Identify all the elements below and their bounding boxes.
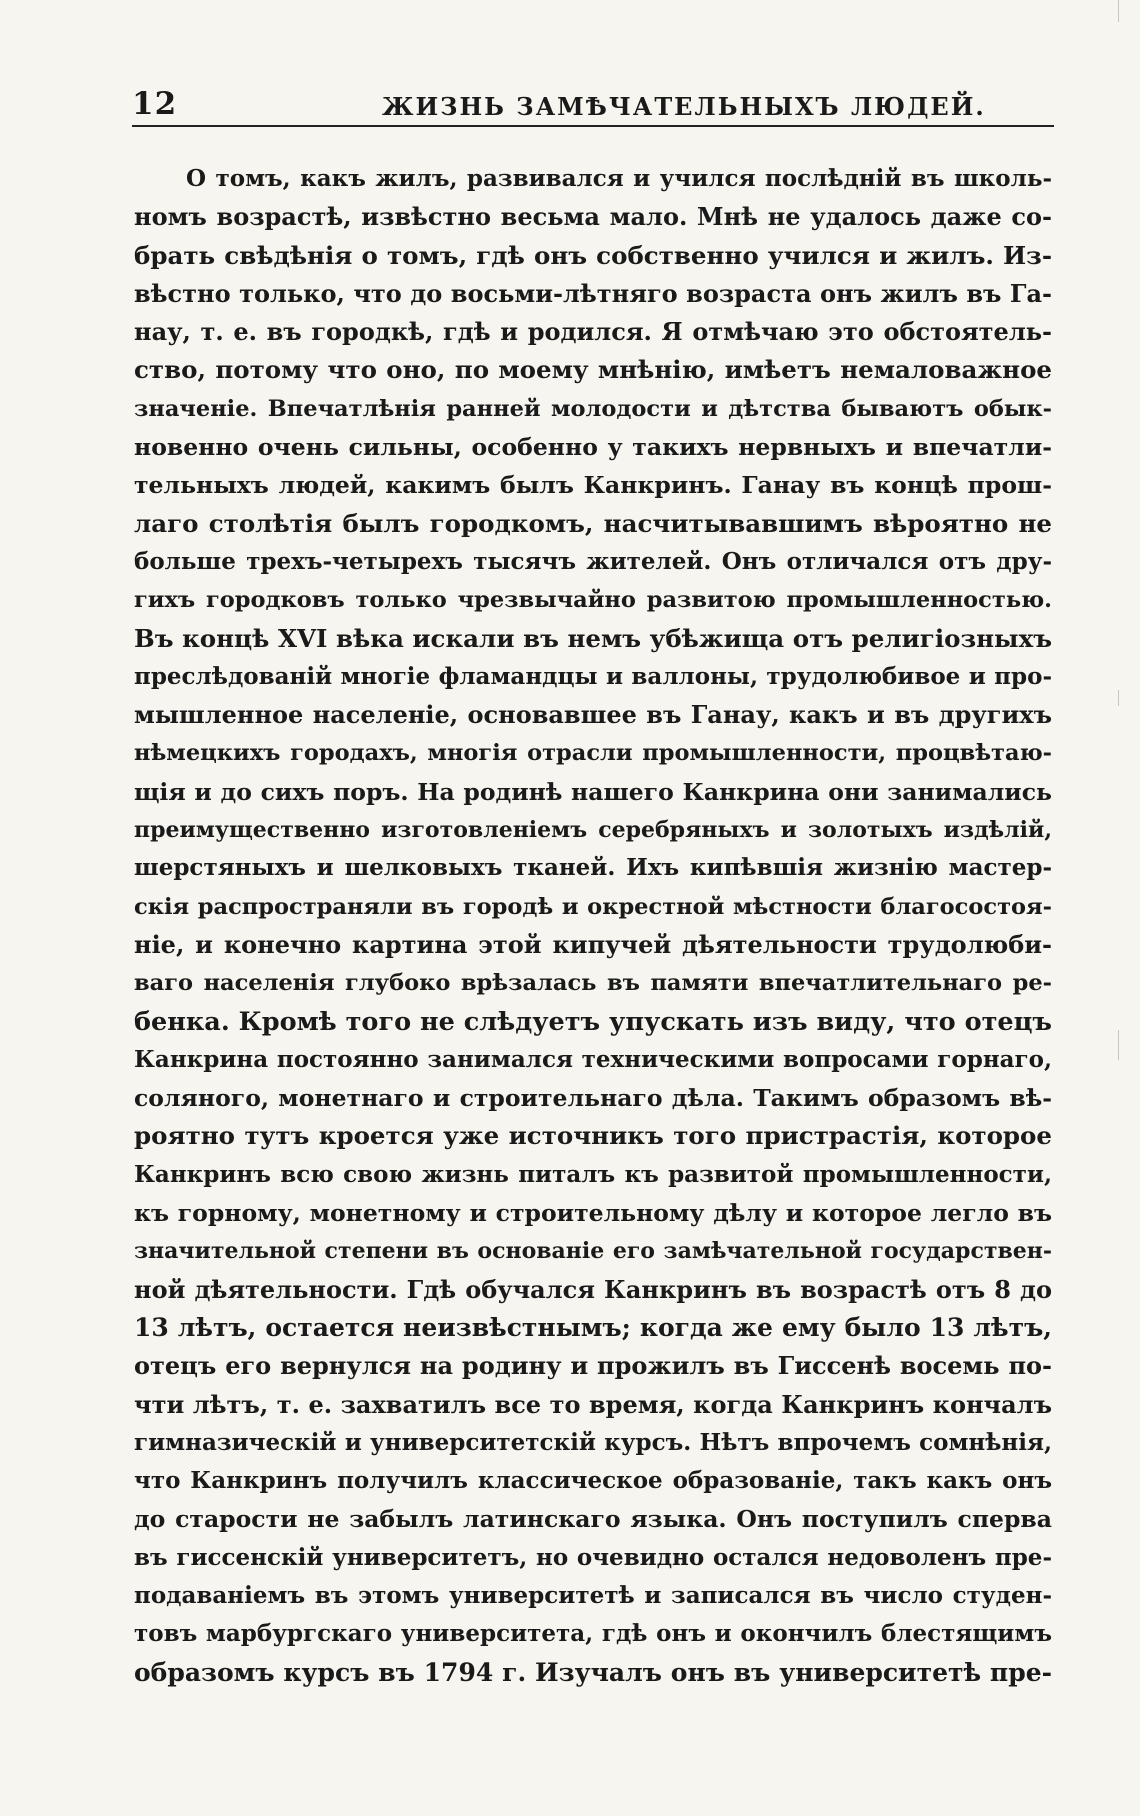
text-line: ной дѣятельности. Гдѣ обучался Канкринъ въ возрастѣ отъ 8 до (134, 1274, 1052, 1304)
text-line: образомъ курсъ въ 1794 г. Изучалъ онъ въ университетѣ пре- (134, 1657, 1052, 1687)
text-line: въ гиссенскій университетъ, но очевидно остался недоволенъ пре- (134, 1543, 1052, 1571)
scan-edge-mark (1118, 0, 1119, 22)
text-line: О томъ, какъ жилъ, развивался и учился послѣдній въ школь- (186, 165, 1052, 192)
text-line: отецъ его вернулся на родину и прожилъ въ Гиссенѣ восемь по- (134, 1351, 1052, 1381)
text-line: гимназическій и университетскій курсъ. Нѣтъ впрочемъ сомнѣнія, (134, 1428, 1052, 1456)
text-line: щія и до сихъ поръ. На родинѣ нашего Канкрина они занимались (134, 777, 1052, 806)
text-line: нау, т. е. въ городкѣ, гдѣ и родился. Я отмѣчаю это обстоятель- (134, 317, 1052, 347)
text-line: чти лѣтъ, т. е. захватилъ все то время, когда Канкринъ кончалъ (134, 1389, 1052, 1419)
text-line: ваго населенія глубоко врѣзалась въ памяти впечатлительнаго ре- (134, 970, 1052, 997)
text-line: номъ возрастѣ, извѣстно весьма мало. Мнѣ не удалось даже со- (134, 202, 1052, 232)
text-line: значительной степени въ основаніе его замѣчательной государствен- (134, 1238, 1052, 1265)
page-number: 12 (132, 86, 178, 122)
scan-edge-mark (1118, 690, 1119, 706)
text-line: лаго столѣтія былъ городкомъ, насчитывавшимъ вѣроятно не (134, 508, 1052, 538)
text-line: гихъ городковъ только чрезвычайно развитою промышленностью. (134, 587, 1052, 614)
text-line: новенно очень сильны, особенно у такихъ нервныхъ и впечатли- (134, 433, 1052, 462)
header-rule (132, 125, 1054, 127)
text-line: скія распространяли въ городѣ и окрестной мѣстности благосостоя- (134, 893, 1052, 920)
text-line: больше трехъ-четырехъ тысячъ жителей. Онъ отличался отъ дру- (134, 547, 1052, 575)
text-line: до старости не забылъ латинскаго языка. Онъ поступилъ сперва (134, 1505, 1052, 1534)
text-line: Канкринъ всю свою жизнь питалъ къ развитой промышленности, (134, 1160, 1052, 1188)
text-line: товъ марбургскаго университета, гдѣ онъ и окончилъ блестящимъ (134, 1620, 1052, 1648)
text-line: ство, потому что оно, по моему мнѣнію, имѣетъ немаловажное (134, 355, 1052, 385)
text-line: вѣстно только, что до восьми-лѣтняго возраста онъ жилъ въ Га- (134, 278, 1052, 308)
text-line: брать свѣдѣнія о томъ, гдѣ онъ собственно учился и жилъ. Из- (134, 240, 1052, 270)
text-line: соляного, монетнаго и строительнаго дѣла. Такимъ образомъ вѣ- (134, 1084, 1052, 1113)
running-title: ЖИЗНЬ ЗАМѢЧАТЕЛЬНЫХЪ ЛЮДЕЙ. (382, 92, 986, 121)
body-text (134, 160, 1052, 1692)
text-line: ніе, и конечно картина этой кипучей дѣятельности трудолюби- (134, 929, 1052, 959)
text-line: бенка. Кромѣ того не слѣдуетъ упускать изъ виду, что отецъ (134, 1006, 1052, 1037)
text-line: 13 лѣтъ, остается неизвѣстнымъ; когда же ему было 13 лѣтъ, (134, 1312, 1052, 1342)
text-line: преимущественно изготовленіемъ серебряныхъ и золотыхъ издѣлій, (134, 817, 1052, 844)
text-line: роятно тутъ кроется уже источникъ того пристрастія, которое (134, 1121, 1052, 1151)
running-head (132, 86, 1052, 126)
text-line: къ горному, монетному и строительному дѣлу и которое легло въ (134, 1199, 1052, 1228)
text-line: шерстяныхъ и шелковыхъ тканей. Ихъ кипѣвшія жизнію мастер- (134, 854, 1052, 882)
text-line: Въ концѣ XVI вѣка искали въ немъ убѣжища отъ религіозныхъ (134, 623, 1052, 653)
text-line: что Канкринъ получилъ классическое образованіе, такъ какъ онъ (134, 1467, 1052, 1495)
text-line: подаваніемъ въ этомъ университетѣ и записался въ число студен- (134, 1581, 1052, 1609)
scan-edge-mark (1118, 1030, 1119, 1060)
text-line: Канкрина постоянно занимался техническими вопросами горнаго, (134, 1045, 1052, 1073)
text-line: тельныхъ людей, какимъ былъ Канкринъ. Ганау въ концѣ прош- (134, 471, 1052, 500)
text-line: мышленное населеніе, основавшее въ Ганау, какъ и въ другихъ (134, 700, 1052, 730)
text-line: преслѣдованій многіе фламандцы и валлоны, трудолюбивое и про- (134, 662, 1052, 690)
text-line: нѣмецкихъ городахъ, многія отрасли промышленности, процвѣтаю- (134, 740, 1052, 767)
text-line: значеніе. Впечатлѣнія ранней молодости и дѣтства бываютъ обык- (134, 395, 1052, 422)
